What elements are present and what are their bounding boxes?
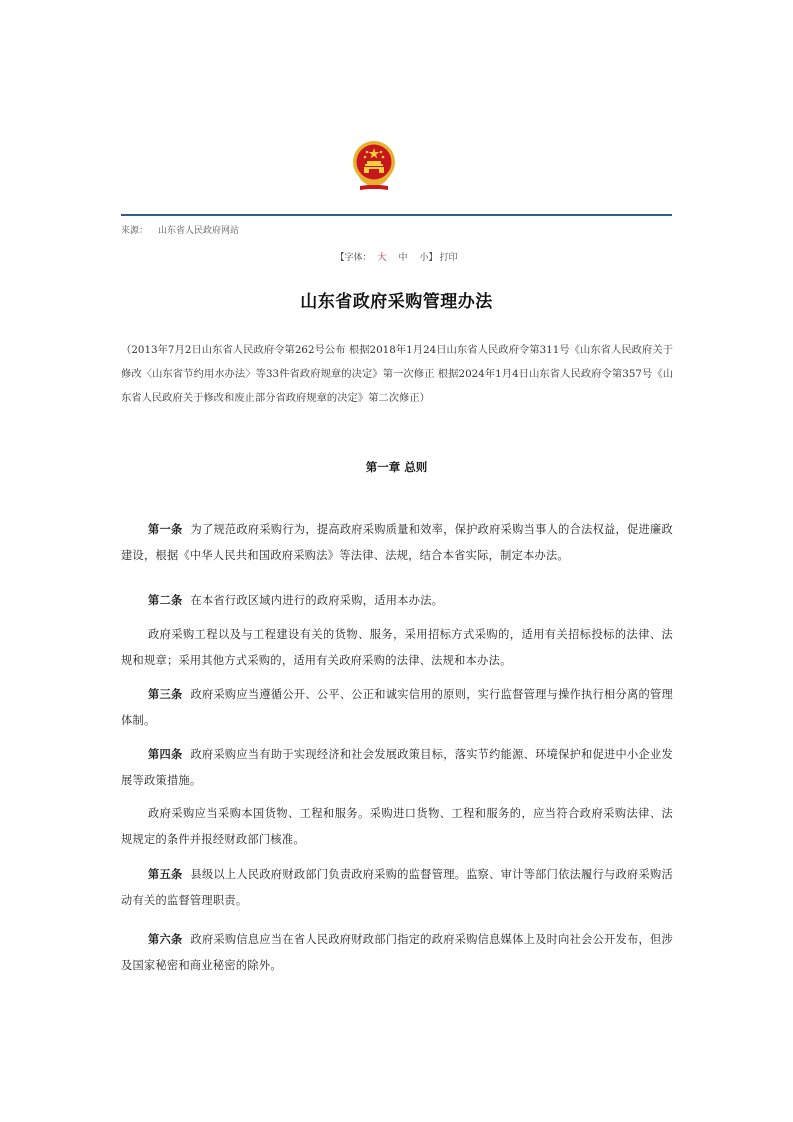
- font-size-medium-button[interactable]: 中: [398, 253, 408, 263]
- article-text: 在本省行政区域内进行的政府采购，适用本办法。: [190, 594, 444, 607]
- article-text: 政府采购应当有助于实现经济和社会发展政策目标，落实节约能源、环境保护和促进中小企业发展等政策措施。: [121, 748, 673, 787]
- header-divider: [121, 214, 672, 216]
- article-paragraph: [121, 926, 673, 979]
- article-number: 第一条: [148, 522, 183, 536]
- article-text: 为了规范政府采购行为，提高政府采购质量和效率，保护政府采购当事人的合法权益，促进廉政建设，根据《中华人民共和国政府采购法》等法律、法规，结合本省实际，制定本办法。: [121, 523, 673, 562]
- article-paragraph: [121, 741, 673, 794]
- article-paragraph: [121, 861, 673, 914]
- article-paragraph: [121, 681, 673, 734]
- article-text: 政府采购应当采购本国货物、工程和服务。采购进口货物、工程和服务的，应当符合政府采购法律、法规规定的条件并报经财政部门核准。: [121, 807, 673, 846]
- article-paragraph: [121, 801, 673, 853]
- font-size-small-button[interactable]: 小】: [419, 253, 438, 263]
- source-link[interactable]: 山东省人民政府网站: [158, 226, 240, 236]
- article-number: 第二条: [148, 593, 183, 607]
- font-size-large-button[interactable]: 大: [377, 253, 387, 263]
- article-paragraph: [121, 587, 673, 614]
- article-text: 政府采购工程以及与工程建设有关的货物、服务，采用招标方式采购的，适用有关招标投标的法律、法规和规章；采用其他方式采购的，适用有关政府采购的法律、法规和本办法。: [121, 628, 673, 667]
- article-number: 第五条: [148, 867, 183, 881]
- font-size-prefix: 【字体：: [335, 253, 372, 263]
- article-number: 第四条: [148, 747, 183, 761]
- source-label: 来源：: [121, 226, 149, 236]
- article-number: 第六条: [148, 932, 183, 946]
- article-text: 政府采购应当遵循公开、公平、公正和诚实信用的原则，实行监督管理与操作执行相分离的管理体制。: [121, 688, 673, 727]
- article-text: 县级以上人民政府财政部门负责政府采购的监督管理。监察、审计等部门依法履行与政府采购活动有关的监督管理职责。: [121, 868, 673, 907]
- font-size-controls: [0, 250, 793, 263]
- article-paragraph: [121, 516, 673, 569]
- print-button[interactable]: 打印: [439, 253, 458, 263]
- revision-history: （2013年7月2日山东省人民政府令第262号公布 根据2018年1月24日山东省人民政府令第311号《山东省人民政府关于修改〈山东省节约用水办法〉等33件省政府规章的决定》第一次修正 根据2024年1月4日山东省人民政府令第357号《山东省人民政府关于修改和废止部分省政府规章的决定》第二次修正）: [121, 344, 673, 404]
- document-title: 山东省政府采购管理办法: [300, 292, 493, 312]
- article-text: 政府采购信息应当在省人民政府财政部门指定的政府采购信息媒体上及时向社会公开发布，但涉及国家秘密和商业秘密的除外。: [121, 933, 673, 972]
- source-line: [121, 223, 239, 236]
- article-paragraph: [121, 622, 673, 674]
- national-emblem-icon: [350, 140, 398, 192]
- chapter-heading: 第一章 总则: [365, 460, 428, 474]
- article-number: 第三条: [148, 687, 183, 701]
